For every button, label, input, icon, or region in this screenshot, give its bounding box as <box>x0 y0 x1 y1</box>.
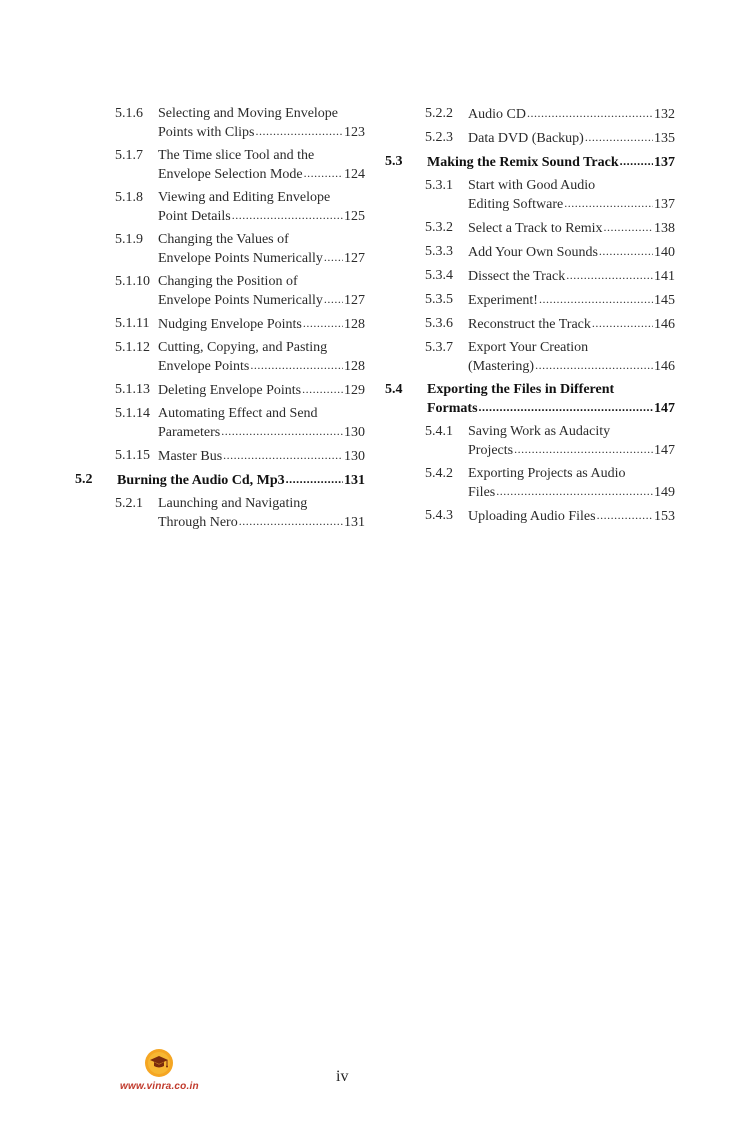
toc-entry-line <box>468 291 675 309</box>
toc-page-number: 137 <box>654 155 675 170</box>
toc-leader-dots <box>535 356 653 375</box>
toc-entry-text: Burning the Audio Cd, Mp3 <box>117 473 285 488</box>
toc-page-number: 153 <box>654 509 675 524</box>
toc-leader-dots <box>564 194 653 213</box>
toc-entry-number: 5.4.3 <box>425 508 453 523</box>
toc-entry-title <box>158 315 365 333</box>
toc-entry-line <box>468 483 675 501</box>
toc-leader-dots <box>223 446 343 465</box>
toc-leader-dots <box>539 290 653 309</box>
toc-entry-text: Parameters <box>158 425 221 440</box>
toc-entry-line <box>158 249 365 267</box>
toc-leader-dots <box>597 506 653 525</box>
toc-leader-dots <box>620 152 653 171</box>
toc-entry-number: 5.3.4 <box>425 268 453 283</box>
toc-entry-number: 5.1.14 <box>115 406 150 421</box>
toc-page-number: 130 <box>344 449 365 464</box>
toc-leader-dots <box>304 164 343 183</box>
toc-entry-number: 5.1.7 <box>115 148 143 163</box>
toc-entry-line <box>158 291 365 309</box>
toc-entry-text: Making the Remix Sound Track <box>427 155 619 170</box>
toc-entry-title <box>468 315 675 333</box>
toc-entry-line <box>158 165 365 183</box>
toc-entry-text: Cutting, Copying, and Pasting <box>158 340 328 355</box>
toc-entry-title <box>117 471 365 489</box>
toc-entry-line <box>158 147 365 165</box>
toc-entry-number: 5.2.2 <box>425 106 453 121</box>
toc-leader-dots <box>604 218 653 237</box>
toc-entry-title <box>468 267 675 285</box>
toc-entry-number: 5.3.1 <box>425 178 453 193</box>
toc-page-number: 130 <box>344 425 365 440</box>
toc-entry-text: Envelope Points Numerically <box>158 293 323 308</box>
toc-entry-number: 5.3.3 <box>425 244 453 259</box>
toc-entry-title <box>468 465 675 501</box>
toc-entry-number: 5.1.15 <box>115 448 150 463</box>
toc-entry-title <box>468 507 675 525</box>
toc-entry-line <box>158 495 365 513</box>
toc-entry-text: Deleting Envelope Points <box>158 383 302 398</box>
toc-entry-text: Changing the Position of <box>158 274 298 289</box>
toc-entry-line <box>158 405 365 423</box>
toc-entry-title <box>158 105 365 141</box>
toc-page-number: 141 <box>654 269 675 284</box>
toc-entry-text: Viewing and Editing Envelope <box>158 190 331 205</box>
toc-entry-line <box>158 513 365 531</box>
toc-entry-number: 5.3.2 <box>425 220 453 235</box>
toc-entry-number: 5.1.11 <box>115 316 150 331</box>
toc-entry-line <box>468 195 675 213</box>
toc-page-number: 146 <box>654 359 675 374</box>
toc-entry-number: 5.4.1 <box>425 424 453 439</box>
toc-entry-line <box>117 471 365 489</box>
toc-entry-title <box>468 219 675 237</box>
toc-leader-dots <box>324 290 343 309</box>
toc-page-number: 135 <box>654 131 675 146</box>
toc-entry-line <box>468 465 675 483</box>
toc-entry-number: 5.1.12 <box>115 340 150 355</box>
toc-leader-dots <box>324 248 343 267</box>
toc-page-number: 149 <box>654 485 675 500</box>
toc-page-number: 147 <box>654 443 675 458</box>
toc-entry-number: 5.2.1 <box>115 496 143 511</box>
toc-entry-line <box>468 441 675 459</box>
toc-entry-text: Launching and Navigating <box>158 496 308 511</box>
toc-entry-line <box>468 243 675 261</box>
toc-entry-title <box>158 147 365 183</box>
toc-entry-number: 5.3 <box>385 154 403 169</box>
toc-entry-title <box>427 153 675 171</box>
toc-page-number: 128 <box>344 359 365 374</box>
toc-entry-text: Add Your Own Sounds <box>468 245 598 260</box>
toc-entry-number: 5.4 <box>385 382 403 397</box>
toc-entry-title <box>468 177 675 213</box>
toc-entry-line <box>158 273 365 291</box>
toc-entry-line <box>427 381 675 399</box>
toc-entry-line <box>468 339 675 357</box>
toc-leader-dots <box>514 440 653 459</box>
toc-entry-text: Point Details <box>158 209 231 224</box>
toc-entry-text: The Time slice Tool and the <box>158 148 315 163</box>
toc-leader-dots <box>232 206 343 225</box>
toc-entry-title <box>158 189 365 225</box>
toc-entry-text: Exporting Projects as Audio <box>468 466 626 481</box>
toc-entry-title <box>158 405 365 441</box>
toc-entry-line <box>158 423 365 441</box>
toc-entry-title <box>468 423 675 459</box>
toc-entry-title <box>158 273 365 309</box>
toc-entry-number: 5.1.8 <box>115 190 143 205</box>
toc-page-number: 127 <box>344 251 365 266</box>
toc-page-number: 123 <box>344 125 365 140</box>
toc-entry-line <box>158 189 365 207</box>
toc-entry-text: Data DVD (Backup) <box>468 131 584 146</box>
toc-leader-dots <box>221 422 343 441</box>
toc-entry-line <box>158 123 365 141</box>
toc-entry-text: Formats <box>427 401 478 416</box>
toc-entry-number: 5.1.6 <box>115 106 143 121</box>
toc-page-number: 128 <box>344 317 365 332</box>
toc-page-number: 129 <box>344 383 365 398</box>
toc-entry-text: Select a Track to Remix <box>468 221 603 236</box>
toc-entry-text: Dissect the Track <box>468 269 566 284</box>
toc-entry-title <box>158 231 365 267</box>
toc-entry-number: 5.4.2 <box>425 466 453 481</box>
page-number: iv <box>336 1068 349 1085</box>
toc-entry-line <box>468 315 675 333</box>
toc-leader-dots <box>239 512 343 531</box>
toc-entry-text: Envelope Points <box>158 359 250 374</box>
toc-entry-line <box>468 219 675 237</box>
toc-entry-text: Envelope Points Numerically <box>158 251 323 266</box>
toc-entry-text: Editing Software <box>468 197 564 212</box>
toc-page-number: 137 <box>654 197 675 212</box>
toc-entry-line <box>468 507 675 525</box>
toc-entry-text: Exporting the Files in Different <box>427 382 615 397</box>
toc-entry-line <box>158 207 365 225</box>
toc-entry-text: Start with Good Audio <box>468 178 596 193</box>
toc-entry-line <box>468 105 675 123</box>
toc-entry-text: Experiment! <box>468 293 538 308</box>
toc-entry-text: Export Your Creation <box>468 340 589 355</box>
toc-entry-line <box>158 315 365 333</box>
toc-entry-title <box>468 291 675 309</box>
toc-leader-dots <box>250 356 343 375</box>
toc-page-number: 146 <box>654 317 675 332</box>
toc-entry-title <box>468 339 675 375</box>
toc-entry-text: Envelope Selection Mode <box>158 167 303 182</box>
toc-page-number: 127 <box>344 293 365 308</box>
toc-entry-text: Points with Clips <box>158 125 255 140</box>
toc-page-number: 131 <box>344 515 365 530</box>
publisher-url: www.vinra.co.in <box>120 1081 199 1092</box>
toc-entry-line <box>158 105 365 123</box>
toc-entry-title <box>468 129 675 147</box>
toc-entry-line <box>158 357 365 375</box>
toc-entry-text: Selecting and Moving Envelope <box>158 106 339 121</box>
toc-leader-dots <box>302 380 343 399</box>
toc-leader-dots <box>566 266 653 285</box>
toc-entry-line <box>468 267 675 285</box>
toc-page-number: 140 <box>654 245 675 260</box>
toc-entry-title <box>158 381 365 399</box>
toc-entry-number: 5.1.13 <box>115 382 150 397</box>
toc-leader-dots <box>592 314 653 333</box>
toc-entry-line <box>468 177 675 195</box>
toc-entry-number: 5.3.7 <box>425 340 453 355</box>
toc-entry-line <box>158 447 365 465</box>
toc-leader-dots <box>303 314 343 333</box>
toc-entry-text: Saving Work as Audacity <box>468 424 611 439</box>
toc-leader-dots <box>286 470 343 489</box>
toc-entry-text: Automating Effect and Send <box>158 406 318 421</box>
toc-leader-dots <box>479 398 653 417</box>
toc-entry-number: 5.3.6 <box>425 316 453 331</box>
toc-entry-text: Through Nero <box>158 515 238 530</box>
toc-entry-title <box>158 339 365 375</box>
publisher-logo-icon <box>144 1048 174 1078</box>
toc-entry-text: Files <box>468 485 496 500</box>
toc-entry-number: 5.3.5 <box>425 292 453 307</box>
toc-page-number: 147 <box>654 401 675 416</box>
toc-page-number: 145 <box>654 293 675 308</box>
toc-entry-number: 5.1.10 <box>115 274 150 289</box>
toc-entry-text: Reconstruct the Track <box>468 317 591 332</box>
toc-entry-line <box>427 399 675 417</box>
toc-page-number: 125 <box>344 209 365 224</box>
toc-leader-dots <box>585 128 653 147</box>
toc-entry-title <box>427 381 675 417</box>
toc-entry-number: 5.1.9 <box>115 232 143 247</box>
toc-page-number: 131 <box>344 473 365 488</box>
toc-entry-text: Master Bus <box>158 449 223 464</box>
toc-entry-title <box>158 447 365 465</box>
toc-entry-title <box>468 105 675 123</box>
toc-entry-text: Audio CD <box>468 107 526 122</box>
toc-entry-text: Uploading Audio Files <box>468 509 596 524</box>
toc-leader-dots <box>599 242 653 261</box>
toc-entry-text: Changing the Values of <box>158 232 289 247</box>
toc-page-number: 124 <box>344 167 365 182</box>
toc-entry-number: 5.2.3 <box>425 130 453 145</box>
toc-entry-text: Nudging Envelope Points <box>158 317 302 332</box>
toc-entry-text: Projects <box>468 443 514 458</box>
toc-entry-text: (Mastering) <box>468 359 535 374</box>
toc-entry-line <box>468 129 675 147</box>
toc-entry-line <box>158 231 365 249</box>
toc-entry-line <box>158 339 365 357</box>
toc-entry-line <box>427 153 675 171</box>
toc-entry-number: 5.2 <box>75 472 93 487</box>
toc-entry-line <box>468 423 675 441</box>
toc-leader-dots <box>527 104 653 123</box>
toc-page-number: 132 <box>654 107 675 122</box>
toc-entry-line <box>468 357 675 375</box>
toc-entry-title <box>158 495 365 531</box>
toc-leader-dots <box>496 482 653 501</box>
toc-leader-dots <box>255 122 343 141</box>
toc-entry-title <box>468 243 675 261</box>
toc-entry-line <box>158 381 365 399</box>
toc-page-number: 138 <box>654 221 675 236</box>
